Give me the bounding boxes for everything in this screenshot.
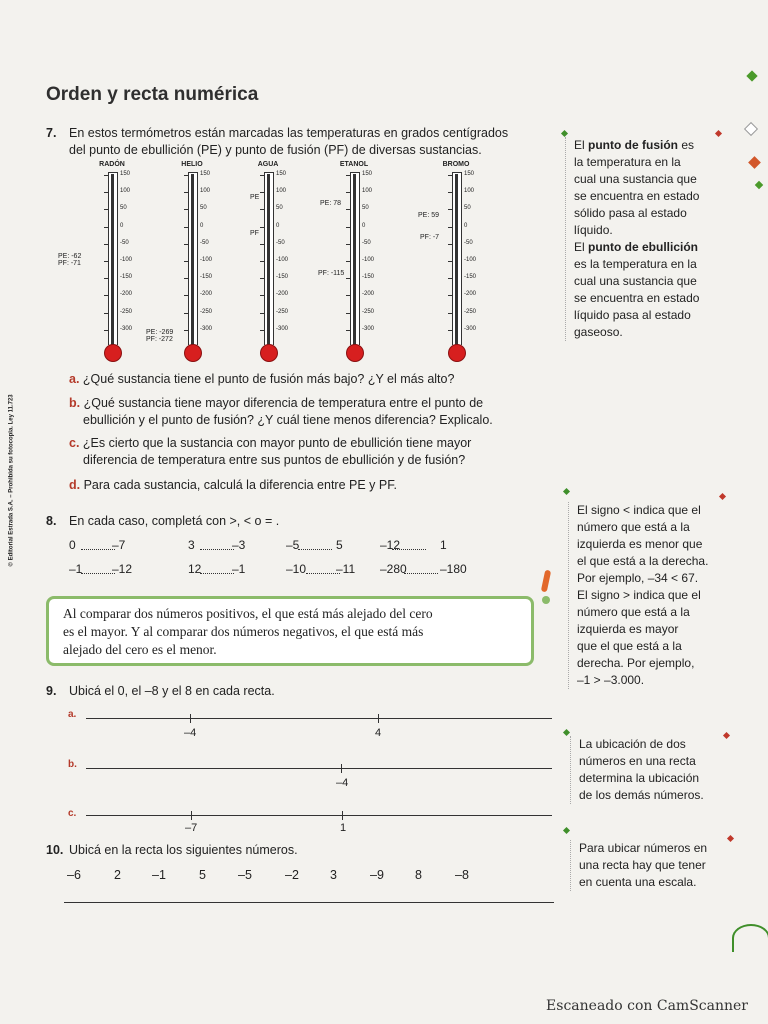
thermometer-mercury [191, 174, 194, 346]
number-line-c [86, 815, 552, 816]
thermometer-bulb [346, 344, 364, 362]
thermometer-tick: 100 [362, 188, 373, 195]
number-line-a [86, 718, 552, 719]
q10-statement: Ubicá en la recta los siguientes números. [69, 843, 298, 857]
tick-label: 1 [340, 822, 347, 834]
tick [191, 811, 192, 820]
thermometer-tick: 100 [276, 188, 287, 195]
side-note-line: una recta hay que tener [579, 858, 706, 872]
side-bullet-icon [715, 130, 722, 137]
thermometer-tick: -100 [200, 257, 213, 263]
tick-mark [184, 192, 189, 193]
side-note-line: número que está a la [577, 520, 690, 534]
thermometer-tick: -150 [120, 274, 133, 281]
compare-right: –12 [112, 562, 133, 576]
compare-blank[interactable] [81, 572, 115, 574]
tick-mark [104, 175, 109, 176]
thermometer-tick: 100 [120, 188, 131, 195]
thermometer-tick: -250 [200, 308, 213, 315]
decor-diamond [748, 156, 761, 169]
page-title: Orden y recta numérica [46, 84, 259, 105]
info-note: Al comparar dos números positivos, el que está más alejado del cero es el mayor. Y al comparar dos números negativos, el que está más alejado del cero es el menor. [46, 596, 534, 666]
side-bullet-icon [563, 827, 570, 834]
thermometer-tick: -250 [362, 308, 375, 315]
compare-right: –1 [232, 562, 246, 576]
thermometer-bulb [448, 344, 466, 362]
thermometer-tick: 150 [276, 171, 287, 177]
tick-mark [260, 175, 265, 176]
tick-label: –7 [185, 822, 198, 834]
side-note-line: que el que está a la [577, 639, 682, 653]
tick-mark [346, 330, 351, 331]
tick-mark [260, 192, 265, 193]
thermometer-tick: -250 [464, 308, 477, 315]
tick-mark [448, 261, 453, 262]
compare-left: –10 [286, 562, 307, 576]
thermometer-tick: -200 [464, 291, 477, 298]
thermometer-tick: -100 [464, 257, 477, 263]
thermometer-tick: 150 [362, 171, 373, 177]
number-line-q10 [64, 902, 554, 903]
pe-label: PE: 59 [418, 212, 440, 219]
tick-mark [260, 261, 265, 262]
thermometer-label: AGUA [257, 161, 279, 168]
q7-statement: En estos termómetros están marcadas las temperaturas en grados centígrados del punto de ebullición (PE) y punto de fusión (PF) de diversas sustancias. [69, 126, 509, 157]
compare-right: –7 [112, 538, 126, 552]
side-note-scale [570, 840, 729, 891]
tick-mark [184, 209, 189, 210]
thermometer-tick: 0 [464, 222, 468, 229]
thermometer-tick: 50 [200, 205, 207, 212]
thermometer-tick: -300 [362, 325, 375, 332]
side-note-line: La ubicación de dos [579, 737, 686, 751]
compare-blank[interactable] [81, 548, 115, 550]
tick-mark [184, 175, 189, 176]
q7-b: b. ¿Qué sustancia tiene mayor diferencia de temperatura entre el punto de ebullición y el punto de fusión? ¿Y cuál tiene menos diferencia? Explicalo. [69, 396, 493, 427]
tick-mark [184, 261, 189, 262]
tick-label: –4 [336, 777, 349, 789]
pe-label: PE [250, 194, 260, 201]
line-b-letter: b. [68, 759, 77, 770]
q7-c: c. ¿Es cierto que la sustancia con mayor punto de ebullición tiene mayor diferencia de temperatura entre sus puntos de ebullición y de fusión? [69, 436, 472, 467]
thermometer-tick: -300 [200, 325, 213, 332]
tick [341, 764, 342, 773]
compare-left: 0 [69, 538, 76, 552]
thermometer-tick: 50 [464, 205, 471, 212]
q10-number-item: –1 [152, 868, 166, 882]
tick-mark [260, 313, 265, 314]
compare-blank[interactable] [200, 572, 234, 574]
tick-mark [448, 313, 453, 314]
tick-mark [448, 330, 453, 331]
compare-right: –3 [232, 538, 246, 552]
tick-mark [260, 295, 265, 296]
pf-label: PF: -7 [420, 234, 440, 241]
q10-number-item: 8 [415, 868, 422, 882]
thermometer-tick: -150 [276, 274, 289, 281]
side-note-line: El signo < indica que el [577, 503, 701, 517]
tick-mark [346, 313, 351, 314]
thermometer-tick: 100 [200, 188, 211, 195]
side-note-line: El signo > indica que el [577, 588, 701, 602]
tick-mark [104, 227, 109, 228]
thermometer-tick: -300 [276, 325, 289, 332]
tick [378, 714, 379, 723]
compare-blank[interactable] [200, 548, 234, 550]
tick-mark [448, 278, 453, 279]
thermometer-tick: 100 [464, 188, 475, 195]
q10-number-item: –6 [67, 868, 81, 882]
thermometer-tick: 50 [276, 205, 283, 212]
thermometer-mercury [111, 174, 114, 346]
thermometer-tick: 150 [200, 171, 211, 177]
q7-a: a. ¿Qué sustancia tiene el punto de fusión más bajo? ¿Y el más alto? [69, 372, 455, 386]
thermometer-tick: -300 [464, 325, 477, 332]
thermometer-tick: -250 [120, 308, 133, 315]
q10-number-item: –9 [370, 868, 384, 882]
tick-mark [184, 278, 189, 279]
q9-statement: Ubicá el 0, el –8 y el 8 en cada recta. [69, 684, 275, 698]
thermometer-bulb [260, 344, 278, 362]
pe-label: PE: 78 [320, 200, 342, 207]
tick-mark [104, 244, 109, 245]
thermometer-label: BROMO [442, 161, 470, 168]
thermometer-tick: -200 [200, 291, 213, 298]
side-note-line: Para ubicar números en [579, 841, 708, 855]
tick-mark [448, 295, 453, 296]
q10-number: 10. [46, 843, 64, 857]
tick-mark [260, 278, 265, 279]
thermometer-tick: -50 [120, 239, 129, 246]
side-note-line: izquierda es menor que [577, 537, 703, 551]
tick [190, 714, 191, 723]
thermometer-tick: -300 [120, 325, 133, 332]
q10-number-item: 5 [199, 868, 206, 882]
q10-number-item: 3 [330, 868, 337, 882]
side-note-line: en cuenta una escala. [579, 875, 697, 889]
tick-mark [346, 192, 351, 193]
thermometer-label: HELIO [181, 161, 203, 168]
tick-mark [448, 175, 453, 176]
tick-mark [346, 261, 351, 262]
decor-diamond [744, 122, 758, 136]
thermometer-tick: -50 [200, 239, 209, 246]
thermometer-mercury [455, 174, 458, 346]
tick-mark [260, 244, 265, 245]
thermometer-tick: -150 [200, 274, 213, 281]
compare-blank[interactable] [298, 548, 332, 550]
compare-left: –5 [286, 538, 300, 552]
thermometer-tick: -200 [120, 291, 133, 298]
tick-label: –4 [184, 727, 197, 739]
tick-mark [104, 209, 109, 210]
thermometer-tick: -100 [276, 257, 289, 263]
side-note-line: número que está a la [577, 605, 690, 619]
thermometer-tick: -50 [276, 239, 285, 246]
side-note-line: derecha. Por ejemplo, [577, 656, 695, 670]
pf-label: PF: -115 [318, 270, 345, 277]
tick-mark [260, 330, 265, 331]
side-note-fusion: El punto de fusión es la temperatura en la cual una sustancia que se encuentra en estado sólido pasa al estado líquido. El punto de ebullición es la temperatura en la cual una sustancia que se encuentra en estado líquido pasa al estado gaseoso. [565, 137, 724, 341]
tick-mark [104, 313, 109, 314]
decor-diamond [755, 181, 763, 189]
side-note-line: Por ejemplo, –34 < 67. [577, 571, 699, 585]
tick-mark [184, 313, 189, 314]
q8-statement: En cada caso, completá con >, < o = . [69, 514, 280, 528]
compare-right: 5 [336, 538, 343, 552]
pf-label: PF [250, 230, 259, 237]
line-a-letter: a. [68, 709, 77, 720]
compare-left: –12 [380, 538, 401, 552]
number-line-b [86, 768, 552, 769]
thermometer-tick: 0 [362, 222, 366, 229]
tick-mark [260, 227, 265, 228]
page-curl-decoration [732, 924, 768, 952]
thermometer-tick: 50 [362, 205, 369, 212]
pe-label: PE: -269 [146, 329, 174, 336]
thermometer-tick: -200 [276, 291, 289, 298]
tick-mark [104, 278, 109, 279]
thermometer-bulb [184, 344, 202, 362]
compare-left: 3 [188, 538, 195, 552]
thermometer-tick: 0 [200, 222, 204, 229]
pe-label: PE: -62 [58, 253, 82, 260]
thermometer-label: RADÓN [99, 161, 125, 168]
tick-mark [184, 295, 189, 296]
tick-mark [346, 278, 351, 279]
copyright-margin: © Editorial Estrada S.A. – Prohibida su fotocopia. Ley 11.723 [8, 394, 15, 567]
thermometer-tick: 0 [120, 222, 124, 229]
q10-number-item: –5 [238, 868, 252, 882]
tick-mark [184, 227, 189, 228]
exclamation-icon [538, 570, 554, 604]
thermometer-label: ETANOL [339, 161, 369, 168]
side-note-line: de los demás números. [579, 788, 704, 802]
compare-blank[interactable] [306, 572, 340, 574]
tick-mark [448, 192, 453, 193]
tick-mark [104, 192, 109, 193]
q10-number-item: 2 [114, 868, 121, 882]
tick-label: 4 [375, 727, 382, 739]
side-note-signs [568, 502, 727, 689]
q9-number: 9. [46, 684, 57, 698]
side-note-line: el que está a la derecha. [577, 554, 709, 568]
thermometer-tick: -50 [362, 239, 371, 246]
thermometer-tick: 0 [276, 222, 280, 229]
compare-blank[interactable] [404, 572, 438, 574]
tick-mark [346, 175, 351, 176]
compare-left: 12 [188, 562, 202, 576]
compare-blank[interactable] [392, 548, 426, 550]
tick-mark [448, 244, 453, 245]
side-note-location [570, 736, 729, 804]
thermometer-tick: -250 [276, 308, 289, 315]
q7-d: d. Para cada sustancia, calculá la diferencia entre PE y PF. [69, 478, 397, 492]
tick-mark [104, 295, 109, 296]
compare-right: 1 [440, 538, 447, 552]
thermometer-tick: 50 [120, 205, 127, 212]
tick-mark [448, 209, 453, 210]
q7-number: 7. [46, 126, 57, 140]
thermometer-tick: 150 [464, 171, 475, 177]
tick-mark [184, 244, 189, 245]
thermometer-bulb [104, 344, 122, 362]
compare-left: –1 [69, 562, 83, 576]
thermometer-tick: -100 [362, 257, 375, 263]
tick-mark [346, 209, 351, 210]
side-bullet-icon [563, 488, 570, 495]
thermometer-tick: -150 [464, 274, 477, 281]
side-bullet-icon [563, 729, 570, 736]
q8-number: 8. [46, 514, 57, 528]
thermometer-tick: 150 [120, 171, 131, 177]
thermometer-mercury [353, 174, 356, 346]
tick-mark [260, 209, 265, 210]
tick-mark [184, 330, 189, 331]
tick-mark [448, 227, 453, 228]
q10-number-item: –2 [285, 868, 299, 882]
thermometer-tick: -150 [362, 274, 375, 281]
side-note-line: números en una recta [579, 754, 696, 768]
pf-label: PF: -71 [58, 260, 81, 267]
tick [342, 811, 343, 820]
compare-left: –280 [380, 562, 407, 576]
thermometer-tick: -50 [464, 239, 473, 246]
side-note-line: determina la ubicación [579, 771, 700, 785]
side-bullet-icon [561, 130, 568, 137]
tick-mark [346, 244, 351, 245]
thermometer-mercury [267, 174, 270, 346]
pf-label: PF: -272 [146, 336, 173, 343]
thermometer-tick: -100 [120, 257, 133, 263]
line-c-letter: c. [68, 808, 77, 819]
side-note-line: izquierda es mayor [577, 622, 679, 636]
side-bullet-icon [719, 493, 726, 500]
scanner-watermark: Escaneado con CamScanner [546, 998, 748, 1014]
decor-diamond [746, 70, 757, 81]
thermometer-tick: -200 [362, 291, 375, 298]
q10-number-item: –8 [455, 868, 469, 882]
compare-right: –180 [440, 562, 467, 576]
side-note-line: –1 > –3.000. [577, 673, 645, 687]
tick-mark [346, 227, 351, 228]
tick-mark [346, 295, 351, 296]
compare-right: –11 [336, 562, 356, 576]
tick-mark [104, 330, 109, 331]
tick-mark [104, 261, 109, 262]
